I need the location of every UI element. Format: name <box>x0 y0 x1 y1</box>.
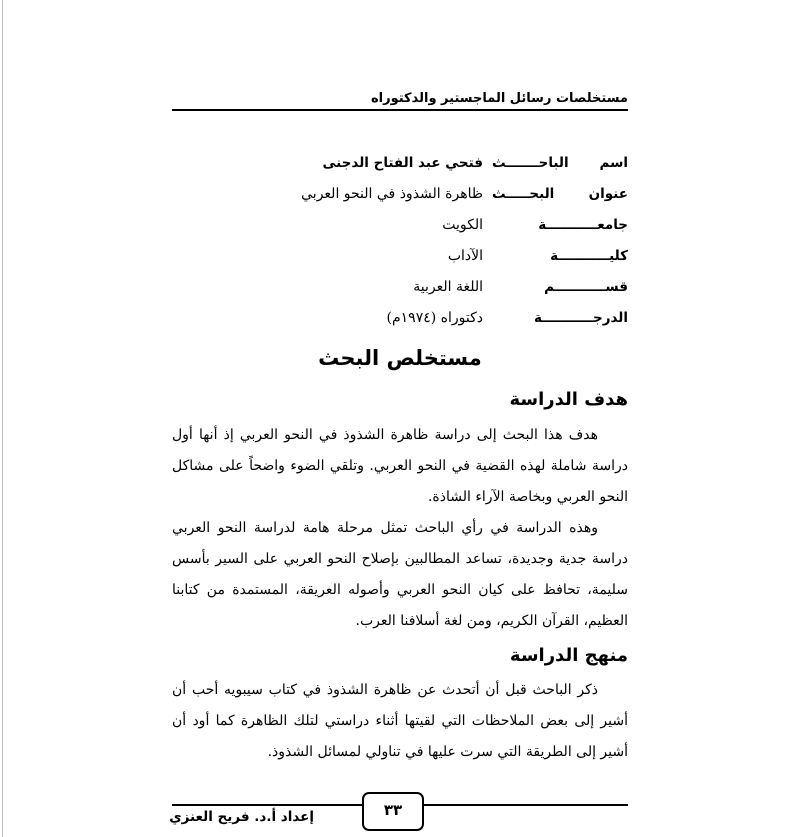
research-title-label: عنوان البحـــــث <box>492 186 628 202</box>
thesis-metadata <box>172 150 628 336</box>
meta-row-title <box>172 181 628 212</box>
meta-row-university <box>172 212 628 243</box>
method-heading: منهج الدراسة <box>509 645 628 666</box>
department-value: اللغة العربية <box>413 279 483 295</box>
degree-label: الدرجـــــــــــة <box>534 310 628 326</box>
prepared-by: إعداد أ.د. فريح العنزي <box>169 809 314 825</box>
university-label: جامعـــــــــــة <box>538 217 628 233</box>
department-label: قســـــــــــم <box>544 279 628 295</box>
meta-row-degree <box>172 305 628 336</box>
abstract-title: مستخلص البحث <box>318 346 482 370</box>
goal-paragraph-1: هدف هذا البحث إلى دراسة ظاهرة الشذوذ في النحو العربي إذ أنها أول دراسة شاملة لهذه القضية في النحو العربي. وتلقي الضوء واضحاً على مشاكل النحو العربي وبخاصة الآراء الشاذة. <box>172 427 628 505</box>
goal-text <box>172 420 628 637</box>
method-text <box>172 675 628 768</box>
university-value: الكويت <box>442 217 483 233</box>
method-paragraph-1: ذكر الباحث قبل أن أتحدث عن ظاهرة الشذوذ في كتاب سيبويه أحب أن أشير إلى بعض الملاحظات التي لقيتها أثناء دراستي لتلك الظاهرة كما أود أن أشير إلى الطريقة التي سرت عليها في تناولي لمسائل الشذوذ. <box>172 682 628 760</box>
researcher-value: فتحي عبد الفتاح الدجنى <box>322 155 483 171</box>
college-label: كليـــــــــــة <box>550 248 628 264</box>
researcher-label: اسم الباحـــــــث <box>492 155 628 171</box>
research-title-value: ظاهرة الشذوذ في النحو العربي <box>301 186 483 202</box>
degree-value: دكتوراه (١٩٧٤م) <box>386 310 483 326</box>
goal-paragraph-2: وهذه الدراسة في رأي الباحث تمثل مرحلة هامة لدراسة النحو العربي دراسة جدية وجديدة، تساعد المطالبين بإصلاح النحو العربي على السير بأسس سليمة، تحافظ على كيان النحو العربي وأصوله العريقة، المستمدة من كتابنا العظيم، القرآن الكريم، ومن لغة أسلافنا العرب. <box>172 520 628 629</box>
college-value: الآداب <box>447 248 483 264</box>
running-header: مستخلصات رسائل الماجستير والدكتوراه <box>172 91 628 111</box>
goal-heading: هدف الدراسة <box>509 389 628 410</box>
meta-row-researcher <box>172 150 628 181</box>
meta-row-college <box>172 243 628 274</box>
page-number: ٣٣ <box>362 792 424 831</box>
meta-row-department <box>172 274 628 305</box>
